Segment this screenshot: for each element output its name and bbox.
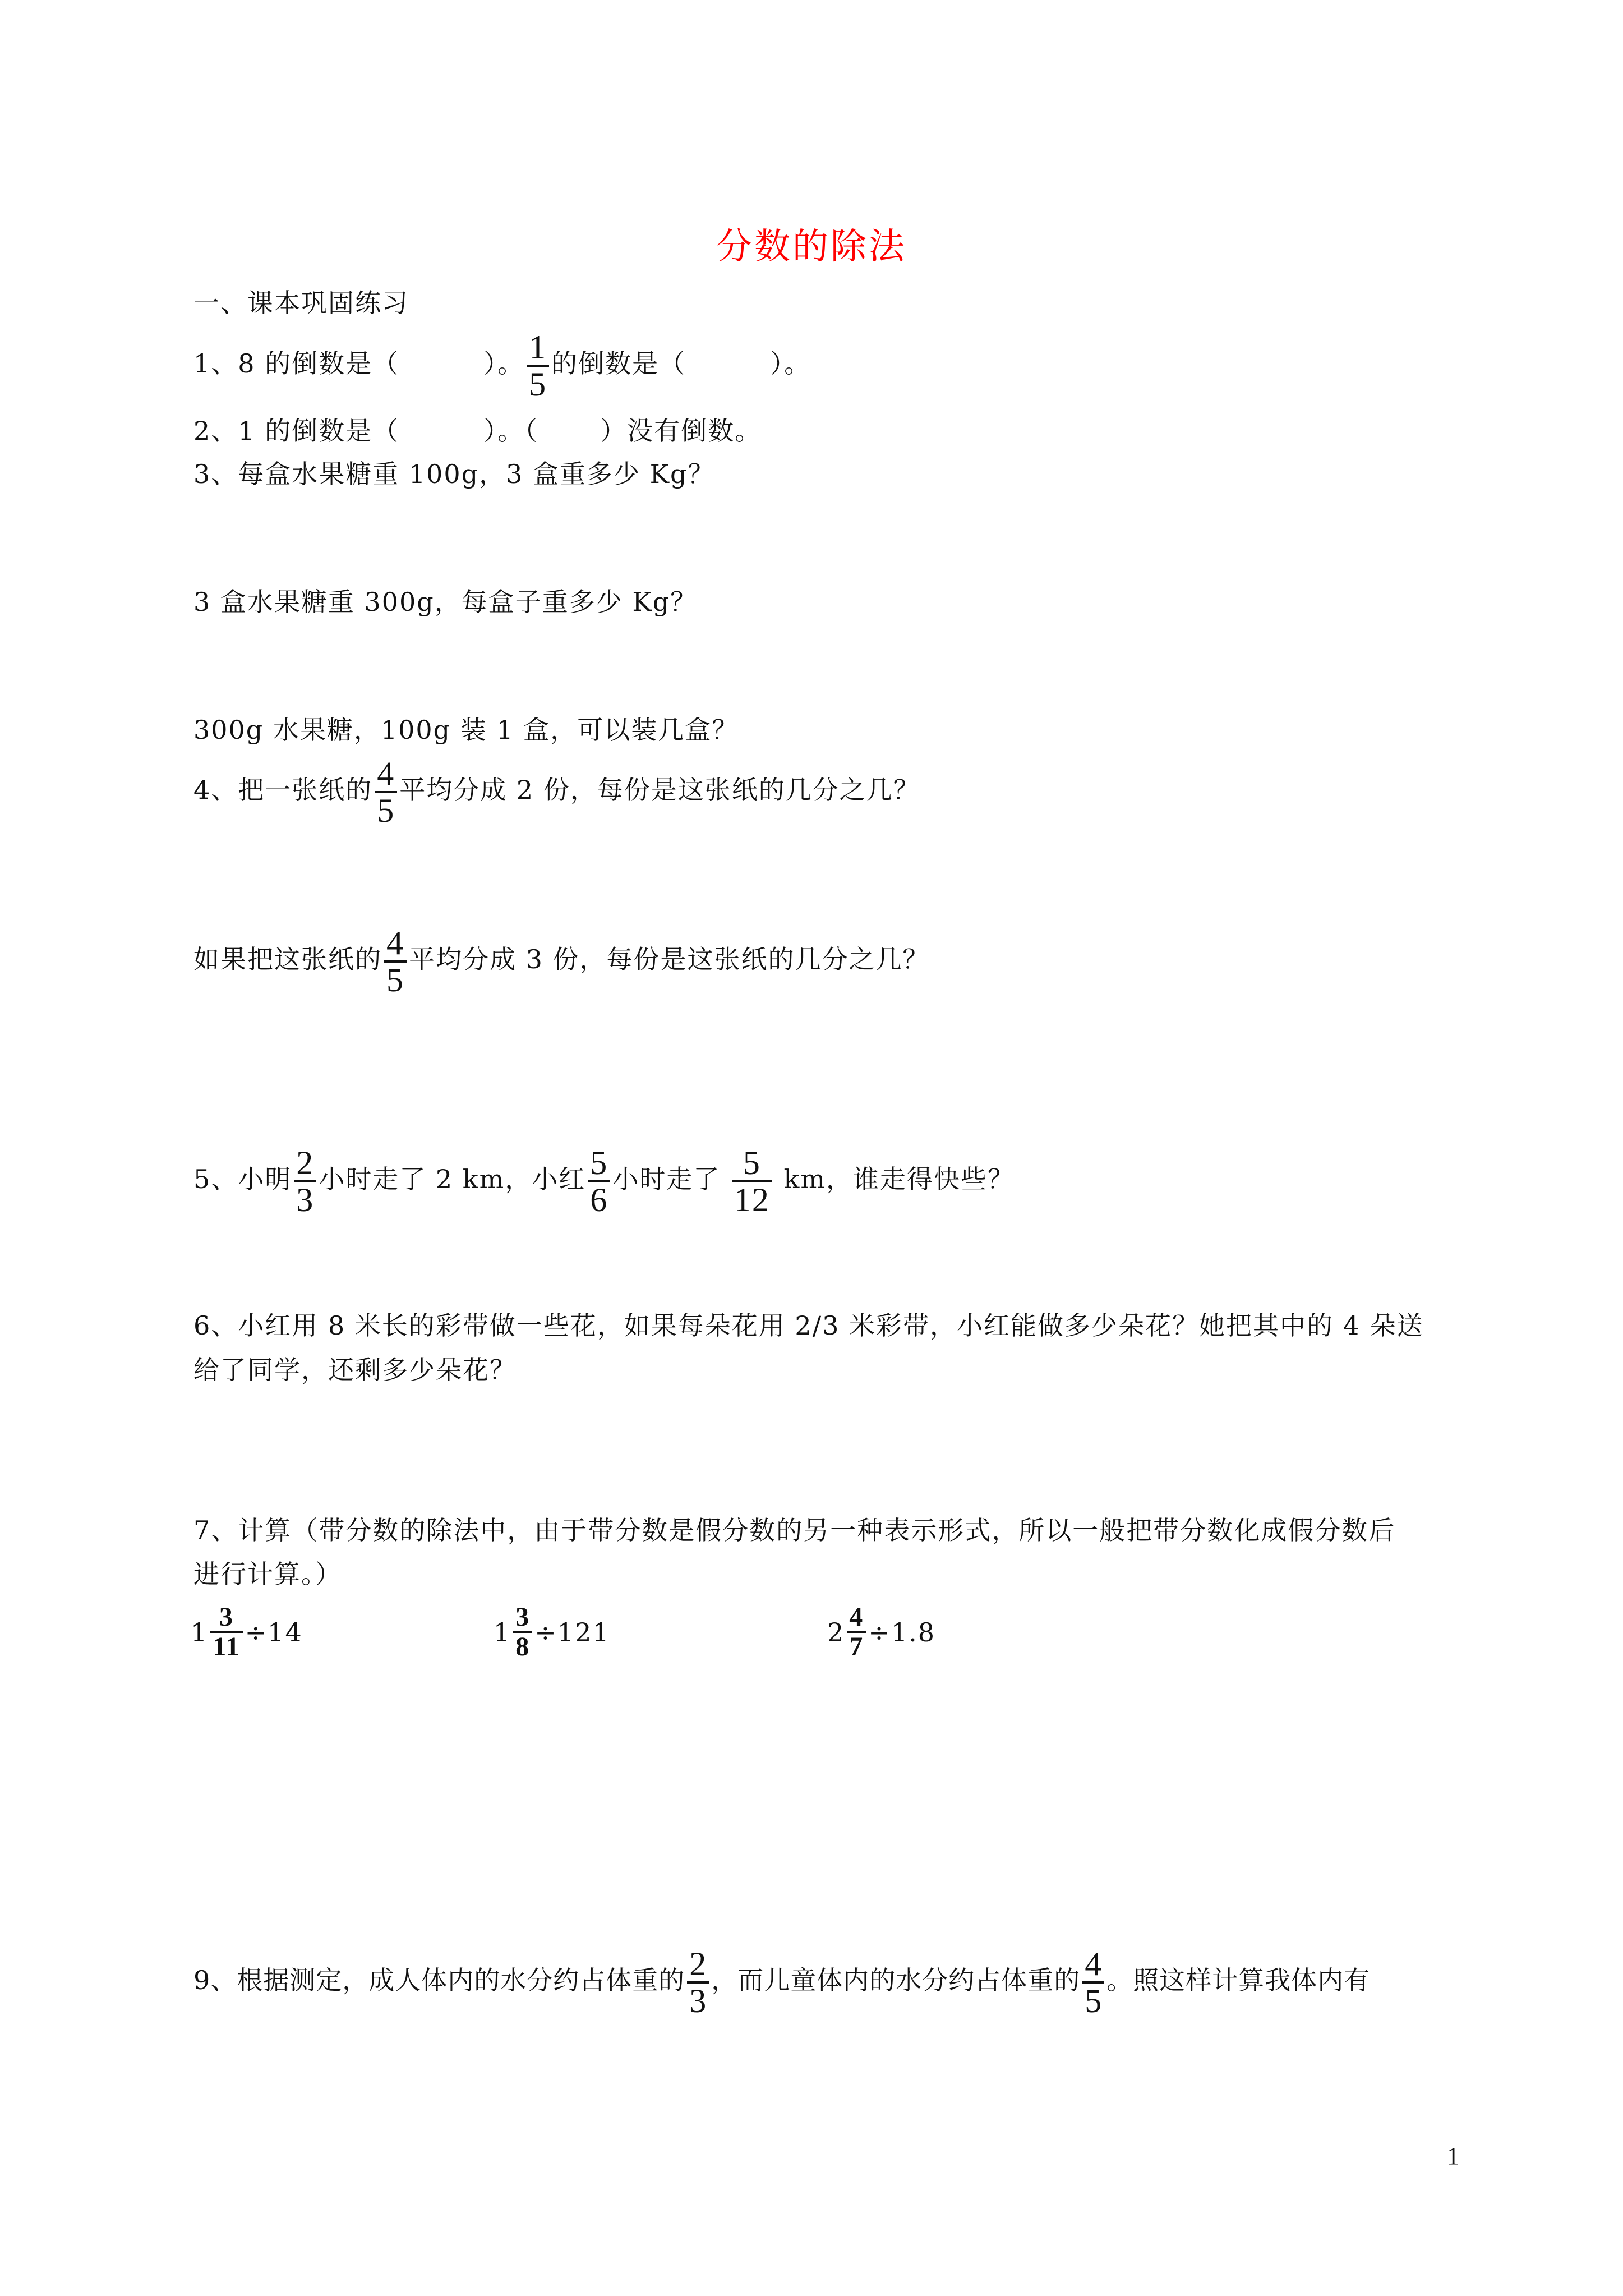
calc-item-1	[191, 1603, 303, 1661]
q5-text-c: 小时走了	[612, 1164, 721, 1194]
question-7-line-2: 进行计算。）	[193, 1559, 342, 1589]
fraction-denominator: 8	[515, 1632, 531, 1662]
fraction-denominator: 6	[590, 1181, 608, 1218]
q1-text-c: 的倒数是（	[551, 348, 686, 379]
fraction	[210, 1603, 242, 1661]
q1-text-a: 1、8 的倒数是（	[193, 348, 400, 379]
q5-text-a: 5、小明	[193, 1164, 292, 1194]
fraction-numerator: 1	[527, 330, 549, 367]
fraction-denominator: 7	[849, 1632, 864, 1662]
fraction-numerator: 4	[375, 756, 397, 793]
question-6-line-2: 给了同学，还剩多少朵花？	[193, 1355, 517, 1385]
question-9	[193, 1947, 1370, 2018]
fraction-numerator: 4	[847, 1603, 866, 1633]
page-title: 分数的除法	[716, 226, 907, 268]
calc-operation: ÷14	[245, 1617, 303, 1648]
fraction-denominator: 5	[377, 792, 395, 829]
fraction	[1082, 1947, 1104, 2018]
fraction-denominator: 5	[1085, 1982, 1103, 2019]
question-4-line-2	[193, 926, 930, 997]
fraction-numerator: 2	[687, 1947, 709, 1984]
fraction	[732, 1145, 772, 1217]
q9-text-b: ，而儿童体内的水分约占体重的	[711, 1965, 1081, 1995]
question-6-line-1: 6、小红用 8 米长的彩带做一些花，如果每朵花用 2/3 米彩带，小红能做多少朵花？她把其中的 4 朵送	[193, 1310, 1424, 1341]
fraction	[294, 1145, 316, 1217]
fraction-numerator: 4	[384, 926, 407, 963]
q1-text-d: ）。	[770, 348, 811, 379]
fraction-denominator: 3	[689, 1982, 707, 2019]
fraction-numerator: 5	[588, 1145, 610, 1182]
question-4	[193, 756, 920, 828]
fraction	[513, 1603, 532, 1661]
q1-text-b: ）。	[483, 348, 525, 379]
fraction-denominator: 12	[734, 1181, 770, 1218]
section-heading: 一、课本巩固练习	[193, 288, 409, 318]
calc-operation: ÷121	[534, 1617, 610, 1648]
calc-operation: ÷1.8	[868, 1617, 935, 1648]
fraction-numerator: 3	[513, 1603, 532, 1633]
q9-text-a: 9、根据测定，成人体内的水分约占体重的	[193, 1965, 685, 1995]
q2-text-a: 2、1 的倒数是（	[193, 416, 400, 446]
calc-item-3	[827, 1603, 935, 1661]
question-1	[193, 330, 811, 402]
q4-line2-text-a: 如果把这张纸的	[193, 944, 382, 974]
question-2	[193, 414, 762, 448]
fraction-denominator: 5	[529, 366, 547, 403]
q2-text-c: ）没有倒数。	[600, 416, 762, 446]
mixed-whole: 2	[827, 1617, 845, 1648]
fraction-denominator: 11	[213, 1632, 241, 1662]
fraction	[588, 1145, 610, 1217]
fraction	[527, 330, 549, 402]
mixed-whole: 1	[191, 1617, 209, 1648]
fraction-numerator: 2	[294, 1145, 316, 1182]
q4-line2-text-b: 平均分成 3 份，每份是这张纸的几分之几？	[409, 944, 930, 974]
question-3-line-2: 3 盒水果糖重 300g，每盒子重多少 Kg？	[193, 587, 698, 617]
fraction	[384, 926, 407, 997]
q5-text-b: 小时走了 2 km，小红	[319, 1164, 586, 1194]
fraction	[687, 1947, 709, 2018]
fraction	[847, 1603, 866, 1661]
question-7-line-1: 7、计算（带分数的除法中，由于带分数是假分数的另一种表示形式，所以一般把带分数化成假分数后	[193, 1515, 1396, 1545]
question-5	[193, 1145, 1015, 1217]
fraction	[375, 756, 397, 828]
fraction-numerator: 4	[1082, 1947, 1104, 1984]
q5-text-d: km，谁走得快些？	[783, 1164, 1015, 1194]
calc-item-2	[494, 1603, 610, 1661]
fraction-numerator: 5	[732, 1145, 772, 1182]
q9-text-c: 。照这样计算我体内有	[1106, 1965, 1371, 1995]
q4-text-a: 4、把一张纸的	[193, 775, 373, 805]
fraction-denominator: 5	[386, 961, 404, 999]
mixed-whole: 1	[494, 1617, 511, 1648]
page-number: 1	[1447, 2142, 1459, 2170]
fraction-denominator: 3	[296, 1181, 315, 1218]
question-3-line-1: 3、每盒水果糖重 100g，3 盒重多少 Kg？	[193, 459, 715, 489]
question-3-line-3: 300g 水果糖，100g 装 1 盒，可以装几盒？	[193, 715, 739, 745]
fraction-numerator: 3	[210, 1603, 242, 1633]
q4-text-b: 平均分成 2 份，每份是这张纸的几分之几？	[399, 775, 920, 805]
q2-text-b: ）。（	[483, 416, 539, 446]
